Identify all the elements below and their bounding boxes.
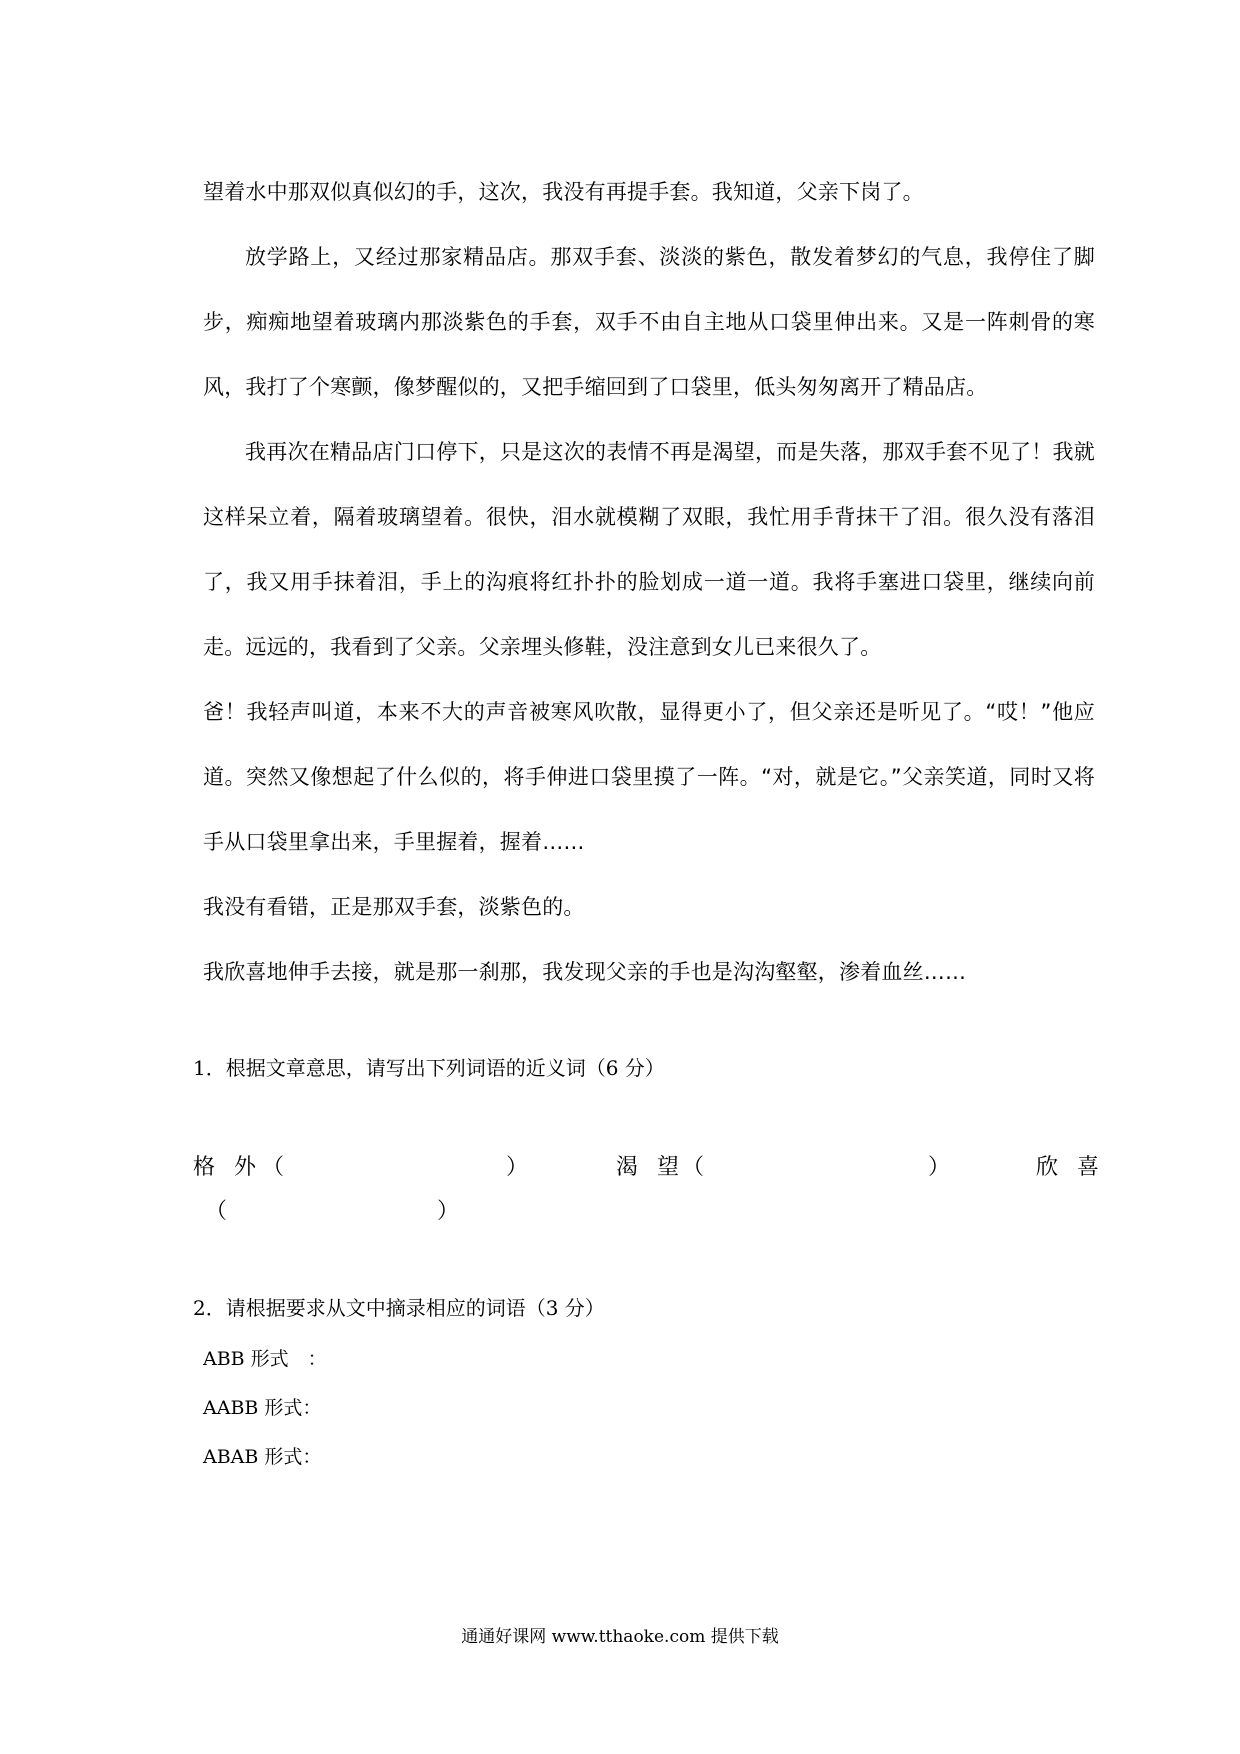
q1-word-2: 渴 望	[616, 1155, 685, 1180]
question-2-prompt: 2．请根据要求从文中摘录相应的词语（3 分）	[193, 1296, 605, 1320]
q1-open-paren: （	[205, 1199, 228, 1224]
q1-word-1: 格 外	[193, 1155, 262, 1180]
q2-form-abab: ABAB 形式：	[203, 1446, 322, 1468]
q2-form-aabb: AABB 形式：	[203, 1397, 322, 1419]
story-paragraph: 爸！我轻声叫道，本来不大的声音被寒风吹散，显得更小了，但父亲还是听见了。“哎！”他应道。突然又像想起了什么似的，将手伸进口袋里摸了一阵。“对，就是它。”父亲笑道，同时又将手从口袋里拿出来，手里握着，握着……	[203, 700, 1095, 854]
page-footer: 通通好课网 www.tthaoke.com 提供下载	[461, 1627, 779, 1647]
q1-close-paren: ）	[928, 1155, 951, 1180]
q1-open-paren: （	[262, 1155, 285, 1180]
q1-open-paren: （	[682, 1155, 705, 1180]
story-paragraph: 我欣喜地伸手去接，就是那一刹那，我发现父亲的手也是沟沟壑壑，渗着血丝……	[203, 960, 967, 984]
question-1-prompt: 1．根据文章意思，请写出下列词语的近义词（6 分）	[193, 1056, 665, 1080]
story-text	[203, 160, 1095, 1005]
story-paragraph: 我没有看错，正是那双手套，淡紫色的。	[203, 895, 585, 919]
q2-form-abb: ABB 形式 ：	[203, 1348, 327, 1370]
story-paragraph: 放学路上，又经过那家精品店。那双手套、淡淡的紫色，散发着梦幻的气息，我停住了脚步，痴痴地望着玻璃内那淡紫色的手套，双手不由自主地从口袋里伸出来。又是一阵刺骨的寒风，我打了个寒颤，像梦醒似的，又把手缩回到了口袋里，低头匆匆离开了精品店。	[203, 245, 1095, 399]
story-paragraph: 我再次在精品店门口停下，只是这次的表情不再是渴望，而是失落，那双手套不见了！我就这样呆立着，隔着玻璃望着。很快，泪水就模糊了双眼，我忙用手背抹干了泪。很久没有落泪了，我又用手抹着泪，手上的沟痕将红扑扑的脸划成一道一道。我将手塞进口袋里，继续向前走。远远的，我看到了父亲。父亲埋头修鞋，没注意到女儿已来很久了。	[203, 440, 1095, 659]
story-paragraph: 望着水中那双似真似幻的手，这次，我没有再提手套。我知道，父亲下岗了。	[203, 180, 924, 204]
q1-word-3: 欣 喜	[1036, 1155, 1105, 1180]
q1-close-paren: ）	[506, 1155, 529, 1180]
q1-close-paren: ）	[437, 1199, 460, 1224]
